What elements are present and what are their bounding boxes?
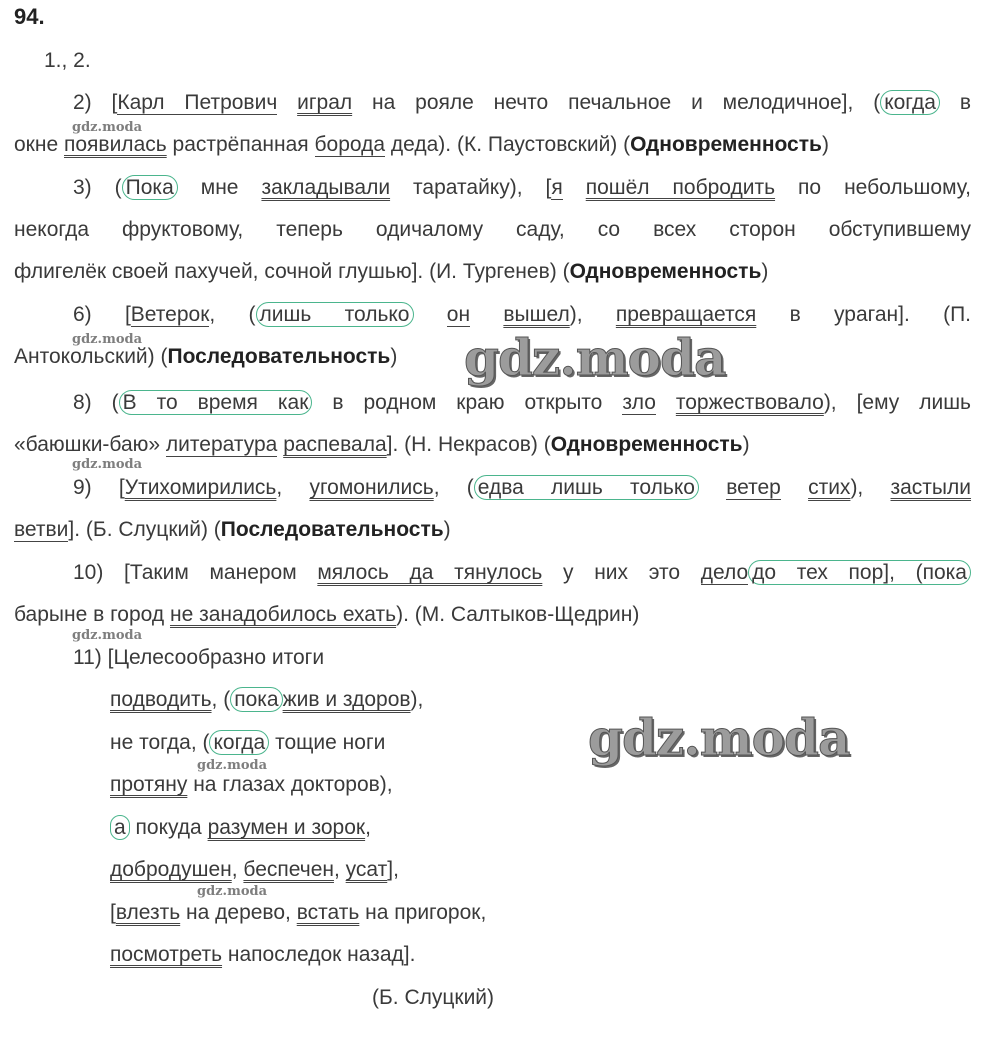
watermark-small: gdz.moda [72,332,143,347]
sentence-10-line-2: барыне в город не занадобилось ехать). (М. Салтыков-Щедрин) [14,603,640,626]
watermark-small: gdz.moda [197,884,268,899]
sentence-6-line-1: 6) [Ветерок, ( лишь только он вышел), превращается в ураган]. (П. [73,303,971,326]
sentence-11-line-8: посмотреть напоследок назад]. [110,943,416,966]
watermark-small: gdz.moda [197,758,268,773]
conjunction-circle: Пока [122,175,178,200]
sentence-11-line-1: 11) [Целесообразно итоги [73,646,325,669]
sentence-11-line-3: не тогда, ( когда тощие ноги [110,731,386,754]
sentence-6-line-2: Антокольский) (Последовательность) [14,345,398,368]
sentence-8-line-1: 8) ( В то время как в родном краю открыто зло торжествовало), [ему лишь [73,391,971,414]
sentence-type: Одновременность [550,433,743,456]
sentence-11-line-4: протяну на глазах докторов), [110,773,393,796]
sentence-3-line-3: флигелёк своей пахучей, сочной глушью]. (И. Тургенев) (Одновременность) [14,260,769,283]
conjunction-circle: до тех пор], (пока [748,560,971,585]
sentence-type: Одновременность [630,133,822,156]
watermark-small: gdz.moda [72,628,143,643]
sentence-11-line-5: а покуда разумен и зорок, [110,813,992,843]
sentence-3-line-1: 3) ( Пока мне закладывали таратайку), [я пошёл побродить по небольшому, [73,176,971,199]
sentence-10-line-1: 10) [Таким манером мялось да тянулось у них это дело до тех пор], (пока [73,558,971,588]
sentence-type: Последовательность [220,518,444,541]
conjunction-circle: едва лишь только [474,475,699,500]
header-line: 1., 2. [44,49,91,72]
sentence-type: Одновременность [569,260,762,283]
conjunction-circle: В то время как [119,390,313,415]
conjunction-circle: пока [230,687,282,712]
watermark-large: gdz.moda [464,328,726,387]
conjunction-circle: когда [880,90,940,115]
sentence-type: Последовательность [167,345,391,368]
sentence-8-line-2: «баюшки-баю» литература распевала]. (Н. Некрасов) (Одновременность) [14,433,750,456]
sentence-11-line-2: подводить, ( пока жив и здоров), [110,688,424,711]
sentence-2-line-1: 2) [Карл Петрович играл на рояле нечто печальное и мелодичное], ( когда в [73,91,971,114]
sentence-11-line-7: [влезть на дерево, встать на пригорок, [110,901,487,924]
sentence-11-line-6: добродушен, беспечен, усат], [110,858,399,881]
sentence-3-line-2: некогда фруктовому, теперь одичалому саду, со всех сторон обступившему [14,218,971,241]
sentence-9-line-2: ветви]. (Б. Слуцкий) (Последовательность) [14,518,451,541]
conjunction-circle: лишь только [256,302,414,327]
conjunction-circle: когда [209,730,269,755]
task-number: 94. [14,4,45,29]
watermark-small: gdz.moda [72,120,143,135]
sentence-2-line-2: окне появилась растрёпанная борода деда). (К. Паустовский) (Одновременность) [14,133,829,156]
watermark-large: gdz.moda [588,708,850,767]
poem-author: (Б. Слуцкий) [372,986,495,1009]
conjunction-circle: а [110,815,130,840]
sentence-9-line-1: 9) [Утихомирились, угомонились, ( едва лишь только ветер стих), застыли [73,476,972,499]
watermark-small: gdz.moda [72,457,143,472]
